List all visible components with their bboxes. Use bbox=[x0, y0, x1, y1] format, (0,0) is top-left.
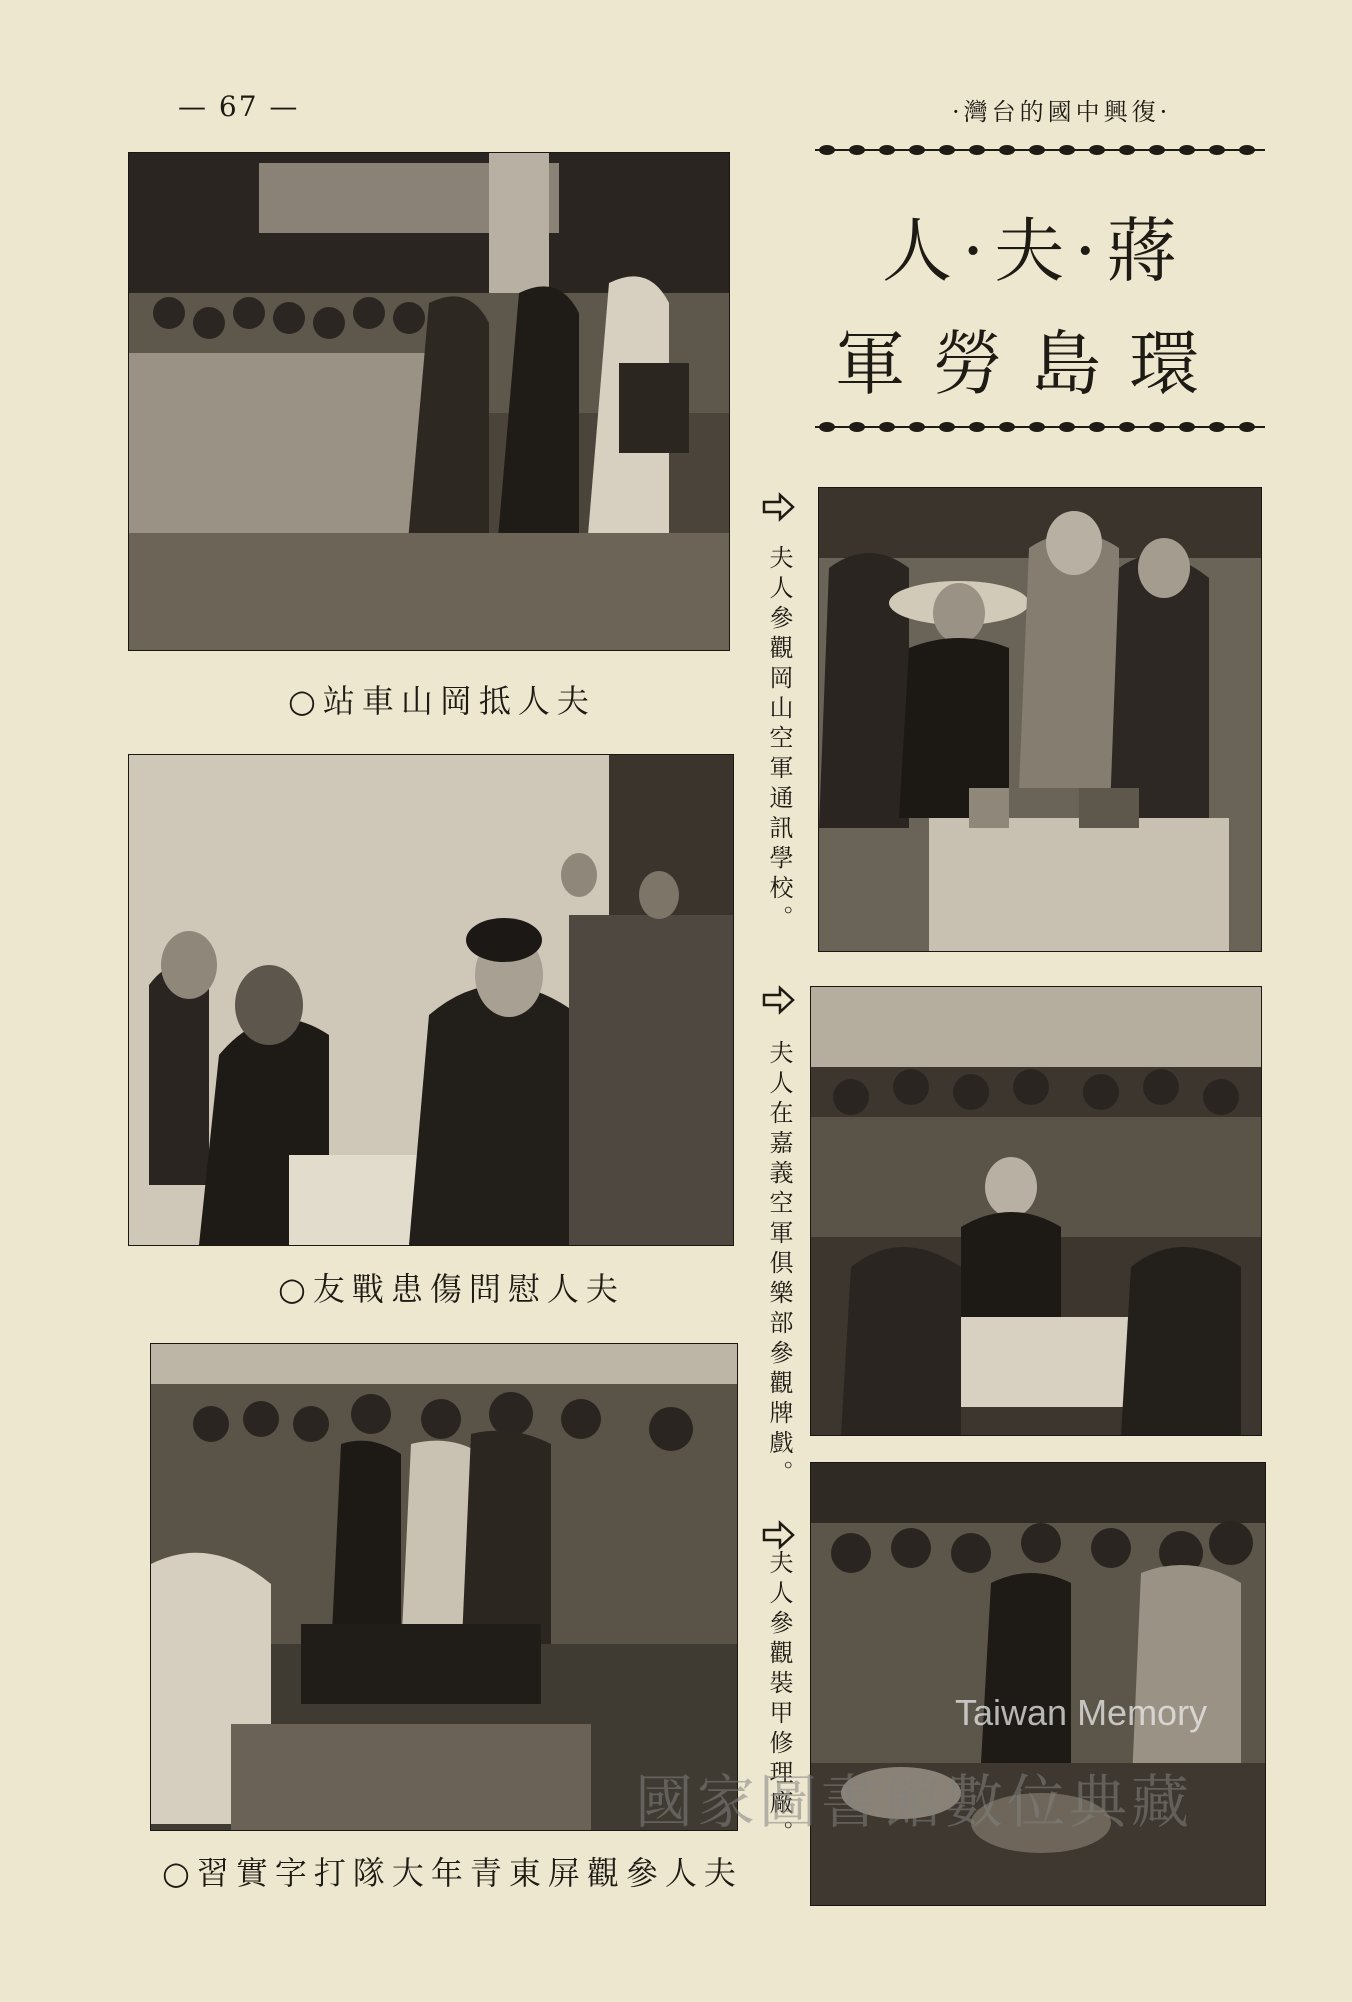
page-number: — 67 — bbox=[178, 90, 300, 123]
right-arrow-outline-icon bbox=[762, 492, 796, 522]
article-title-line1: 人·夫·蔣 bbox=[882, 210, 1187, 292]
right-arrow-outline-icon bbox=[762, 985, 796, 1015]
article-title-line2: 軍勞島環 bbox=[835, 323, 1227, 405]
photo-armor-repair-depot bbox=[810, 1462, 1266, 1906]
photo-caption-4: 夫人參觀岡山空軍通訊學校。 bbox=[765, 545, 793, 935]
right-arrow-outline-icon bbox=[762, 1520, 796, 1550]
photo-caption-3: ○習實字打隊大年青東屏觀參人夫 bbox=[162, 1854, 743, 1892]
photo-caption-5: 夫人在嘉義空軍俱樂部參觀牌戲。 bbox=[765, 1040, 793, 1490]
beaded-rule-top bbox=[815, 143, 1265, 157]
photo-caption-6: 夫人參觀裝甲修理廠。 bbox=[765, 1550, 793, 1850]
photo-caption-2: ○友戰患傷問慰人夫 bbox=[278, 1270, 625, 1308]
photo-signal-school bbox=[818, 487, 1262, 952]
watermark-chinese: 國家圖書館數位典藏 bbox=[635, 1770, 1194, 1835]
running-header: ·灣台的國中興復· bbox=[952, 98, 1172, 126]
beaded-rule-bottom bbox=[815, 420, 1265, 434]
photo-club-card-game bbox=[810, 986, 1262, 1436]
photo-caption-1: ○站車山岡抵人夫 bbox=[288, 682, 596, 720]
photo-visiting-wounded bbox=[128, 754, 734, 1246]
watermark-english: Taiwan Memory bbox=[955, 1692, 1208, 1733]
photo-station-arrival bbox=[128, 152, 730, 651]
